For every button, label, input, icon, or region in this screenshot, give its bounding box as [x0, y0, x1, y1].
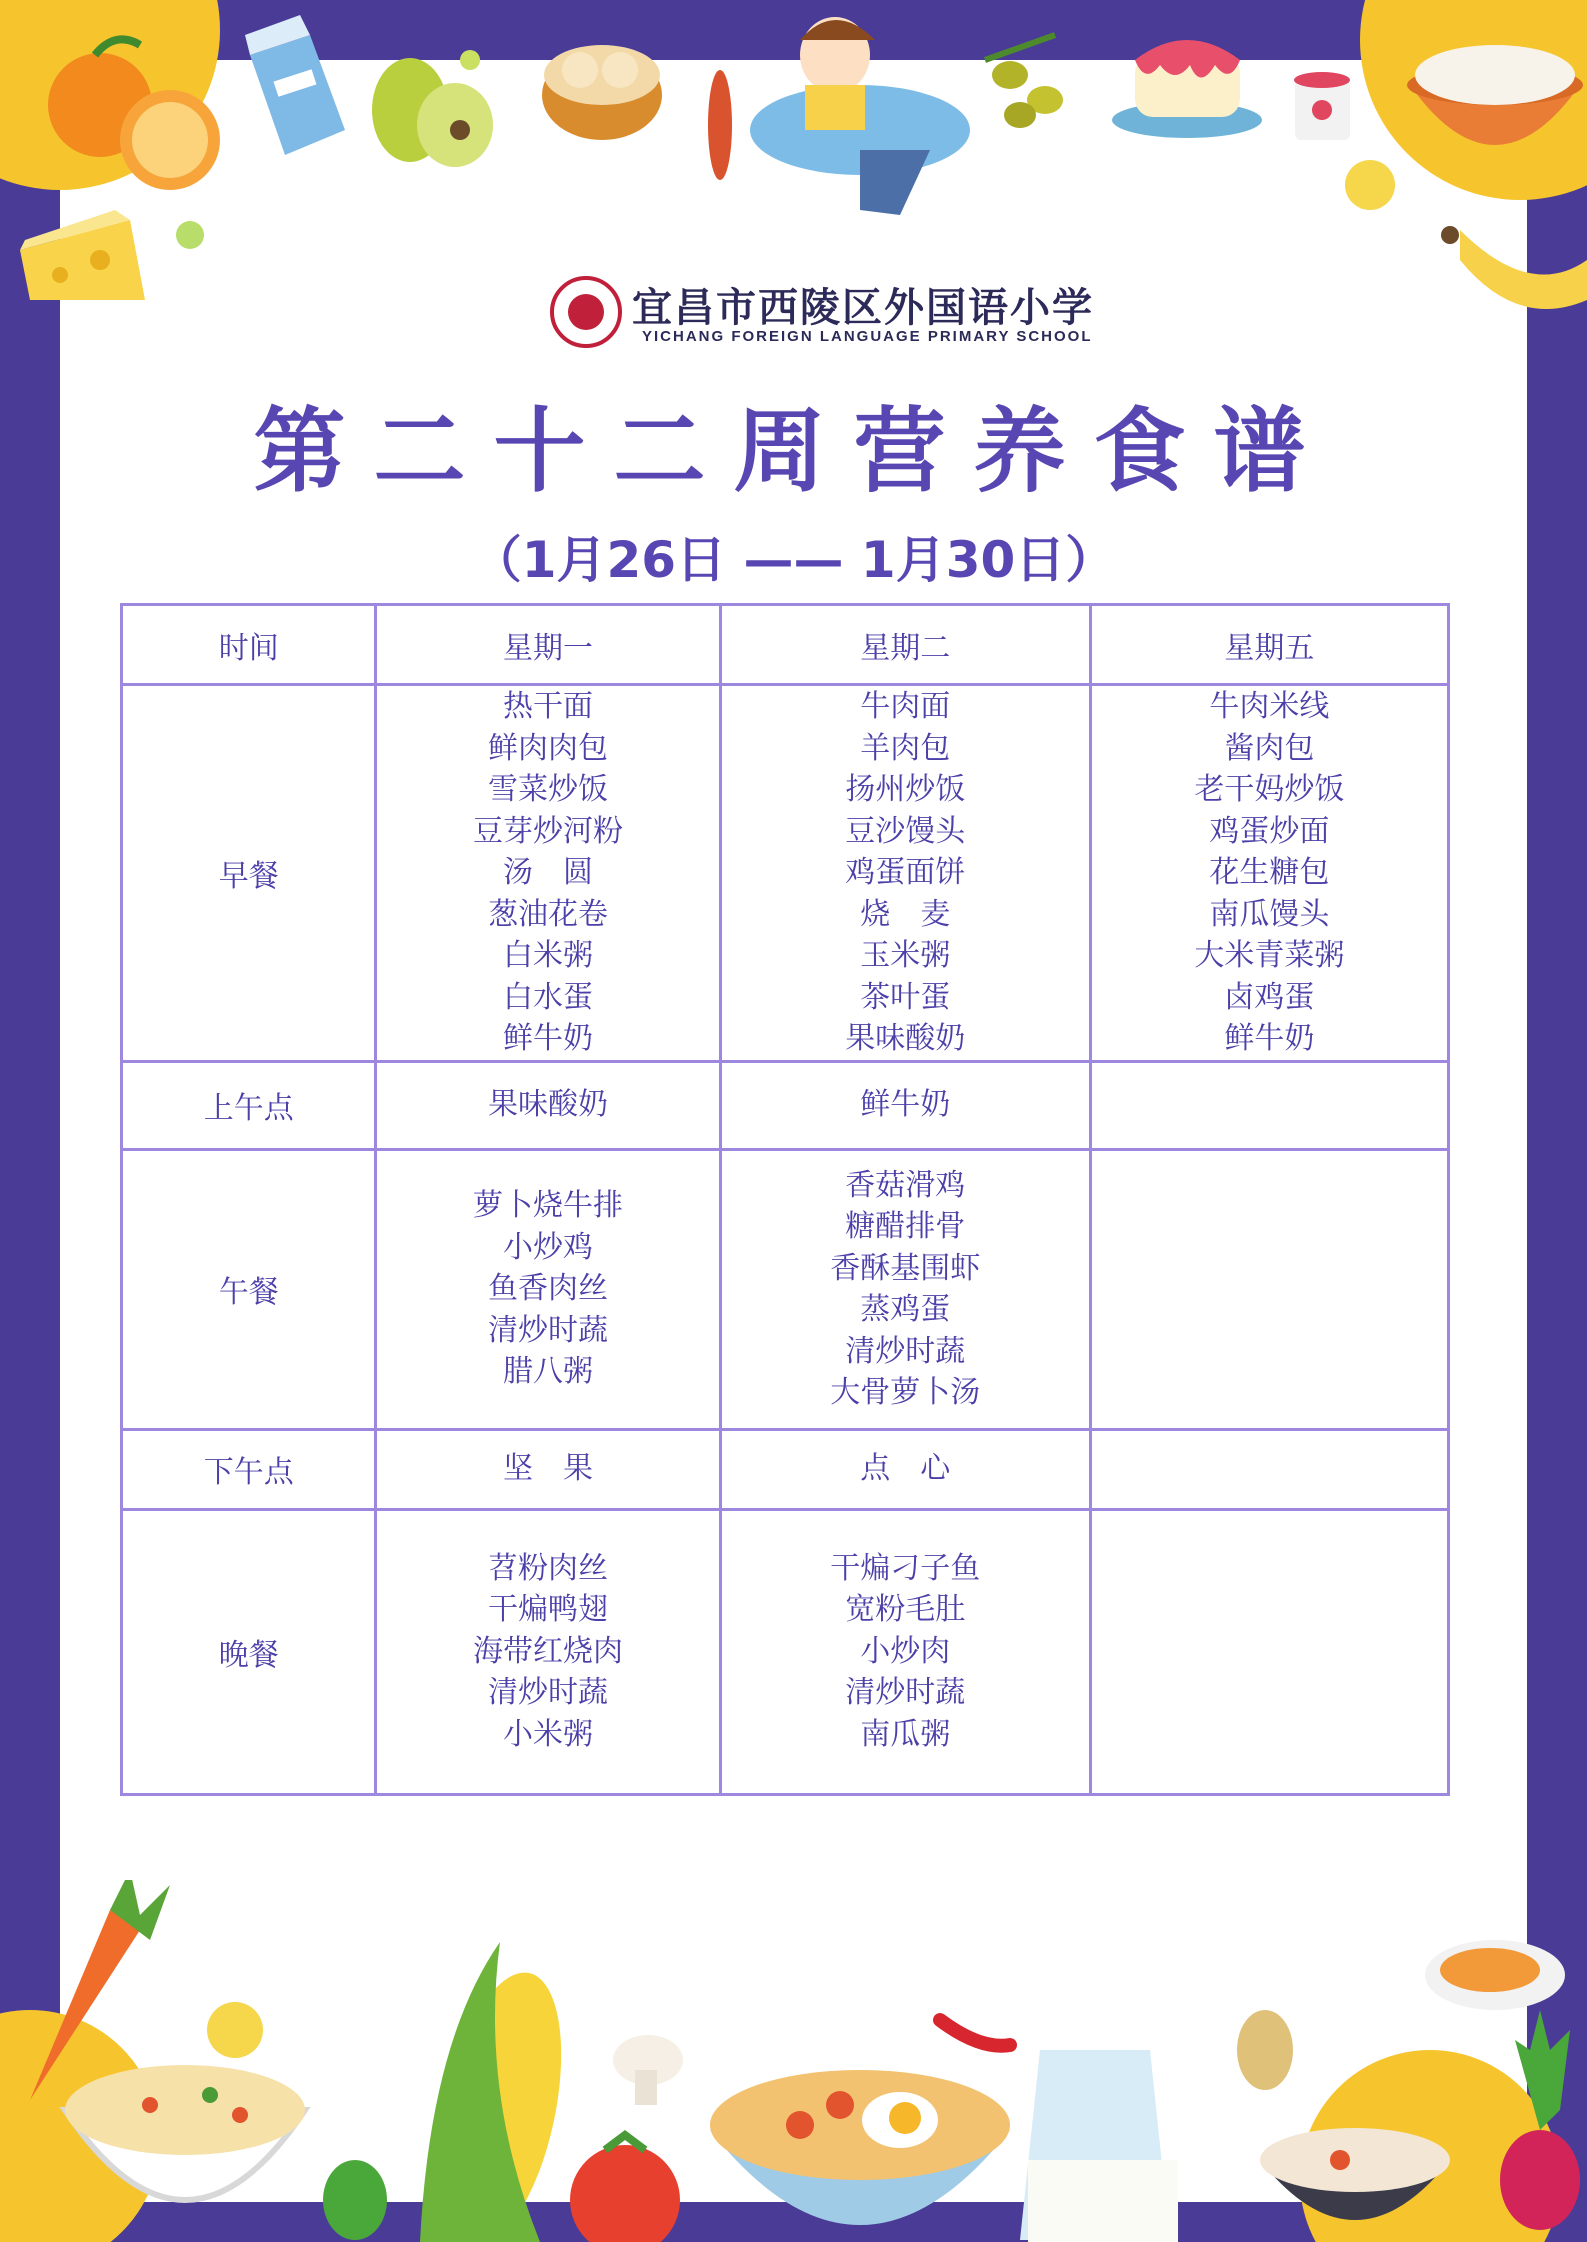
header-time: 时间: [122, 605, 376, 685]
menu-item: 海带红烧肉: [473, 1633, 624, 1669]
menu-item: 南瓜馒头: [1209, 896, 1330, 932]
menu-item: 茶叶蛋: [860, 979, 951, 1015]
header-friday: 星期五: [1090, 605, 1448, 685]
row-label-dinner: 晚餐: [122, 1509, 376, 1794]
boy-airplane-icon: [708, 17, 970, 215]
row-label-am-snack: 上午点: [122, 1061, 376, 1149]
menu-item: 果味酸奶: [488, 1087, 609, 1123]
menu-item: 白米粥: [503, 938, 594, 973]
menu-item: 小米粥: [503, 1716, 594, 1752]
menu-item: 玉米粥: [860, 938, 951, 973]
mushroom-icon: [613, 2035, 683, 2105]
menu-item: 清炒时蔬: [488, 1312, 609, 1348]
menu-item: 鱼香肉丝: [488, 1271, 609, 1307]
menu-item: 鸡蛋炒面: [1209, 813, 1330, 849]
cell-dinner-tuesday: [720, 1509, 1090, 1794]
menu-item: 鲜牛奶: [503, 1021, 594, 1056]
table-row-dinner: [122, 1509, 1449, 1794]
cell-breakfast-monday: [376, 685, 720, 1062]
milk-carton-icon: [245, 15, 345, 155]
school-name-cn: 宜昌市西陵区外国语小学: [632, 284, 1094, 331]
menu-item: 小炒鸡: [503, 1229, 594, 1265]
row-label-breakfast: 早餐: [122, 685, 376, 1062]
header-monday: 星期一: [376, 605, 720, 685]
cell-lunch-monday: [376, 1149, 720, 1429]
menu-item: 清炒时蔬: [845, 1333, 966, 1369]
cell-breakfast-friday: [1090, 685, 1448, 1062]
menu-table: [120, 603, 1450, 1796]
table-row-lunch: [122, 1149, 1449, 1429]
header-tuesday: 星期二: [720, 605, 1090, 685]
milk-jug-icon: [1020, 2050, 1178, 2242]
menu-item: 坚 果: [503, 1451, 594, 1487]
banana-icon: [1441, 226, 1587, 309]
menu-item: 大骨萝卜汤: [830, 1375, 981, 1410]
menu-item: 干煸鸭翅: [488, 1592, 609, 1628]
olives-icon: [985, 35, 1063, 128]
menu-item: 清炒时蔬: [845, 1675, 966, 1711]
tomato-icon: [570, 2135, 680, 2242]
page-title: 第二十二周营养食谱: [253, 398, 1334, 505]
menu-item: 鲜牛奶: [860, 1087, 951, 1123]
cell-am-snack-monday: [376, 1061, 720, 1149]
menu-item: 香酥基围虾: [830, 1250, 981, 1286]
cell-pm-snack-friday: [1090, 1429, 1448, 1509]
menu-item: 清炒时蔬: [488, 1675, 609, 1711]
menu-item: 糖醋排骨: [845, 1209, 966, 1244]
pear-icon: [372, 50, 493, 167]
menu-item: 卤鸡蛋: [1224, 979, 1315, 1015]
menu-item: 雪菜炒饭: [488, 772, 609, 807]
menu-item: 花生糖包: [1209, 855, 1330, 890]
cell-dinner-monday: [376, 1509, 720, 1794]
date-range: （1月26日 —— 1月30日）: [471, 531, 1116, 589]
menu-item: 点 心: [860, 1451, 951, 1487]
menu-item: 蒸鸡蛋: [860, 1292, 951, 1327]
menu-item: 大米青菜粥: [1194, 938, 1345, 973]
cell-pm-snack-monday: [376, 1429, 720, 1509]
ramen-bowl-icon: [710, 2070, 1010, 2225]
menu-item: 牛肉面: [860, 689, 951, 724]
menu-item: 羊肉包: [860, 730, 951, 766]
menu-item: 酱肉包: [1224, 730, 1315, 766]
row-label-pm-snack: 下午点: [122, 1429, 376, 1509]
table-row-am-snack: [122, 1061, 1449, 1149]
menu-item: 苕粉肉丝: [488, 1550, 609, 1586]
menu-item: 汤 圆: [503, 855, 594, 890]
menu-item: 豆沙馒头: [845, 813, 966, 849]
menu-item: 香菇滑鸡: [845, 1167, 966, 1203]
menu-item: 牛肉米线: [1209, 689, 1330, 724]
cell-breakfast-tuesday: [720, 685, 1090, 1062]
menu-item: 豆芽炒河粉: [473, 813, 624, 849]
menu-item: 烧 麦: [860, 896, 951, 932]
yogurt-cup-icon: [1294, 72, 1350, 140]
menu-item: 鲜牛奶: [1224, 1021, 1315, 1056]
menu-item: 葱油花卷: [488, 896, 609, 932]
school-emblem-icon: [550, 276, 622, 348]
pudding-icon: [1112, 40, 1262, 138]
yellow-dot-icon: [207, 2002, 263, 2058]
menu-item: 鸡蛋面饼: [845, 855, 966, 890]
menu-item: 小炒肉: [860, 1633, 951, 1669]
menu-item: 扬州炒饭: [845, 772, 966, 807]
cell-am-snack-friday: [1090, 1061, 1448, 1149]
menu-item: 宽粉毛肚: [845, 1592, 966, 1628]
chili-icon: [940, 2020, 1010, 2046]
cell-am-snack-tuesday: [720, 1061, 1090, 1149]
potato-icon: [1237, 2010, 1293, 2090]
cell-lunch-friday: [1090, 1149, 1448, 1429]
menu-item: 萝卜烧牛排: [473, 1188, 624, 1224]
cell-dinner-friday: [1090, 1509, 1448, 1794]
dumpling-steamer-icon: [542, 45, 662, 140]
table-header-row: [122, 605, 1449, 685]
school-logo-block: [550, 276, 1094, 356]
menu-item: 果味酸奶: [845, 1021, 966, 1056]
menu-item: 老干妈炒饭: [1194, 772, 1345, 807]
menu-item: 鲜肉肉包: [488, 730, 609, 766]
menu-item: 干煸刁子鱼: [830, 1550, 981, 1586]
school-name-en: YICHANG FOREIGN LANGUAGE PRIMARY SCHOOL: [642, 328, 1093, 345]
cell-lunch-tuesday: [720, 1149, 1090, 1429]
menu-item: 南瓜粥: [860, 1716, 951, 1752]
table-row-breakfast: [122, 685, 1449, 1062]
menu-item: 白水蛋: [503, 979, 594, 1015]
dumpling-plate-icon: [1425, 1940, 1565, 2010]
row-label-lunch: 午餐: [122, 1149, 376, 1429]
corn-icon: [417, 1942, 583, 2242]
bottom-decoration: [0, 1880, 1587, 2242]
table-row-pm-snack: [122, 1429, 1449, 1509]
cheese-icon: [20, 210, 204, 300]
menu-item: 腊八粥: [503, 1354, 594, 1390]
menu-item: 热干面: [503, 689, 594, 724]
pepper-icon: [323, 2160, 387, 2240]
cell-pm-snack-tuesday: [720, 1429, 1090, 1509]
